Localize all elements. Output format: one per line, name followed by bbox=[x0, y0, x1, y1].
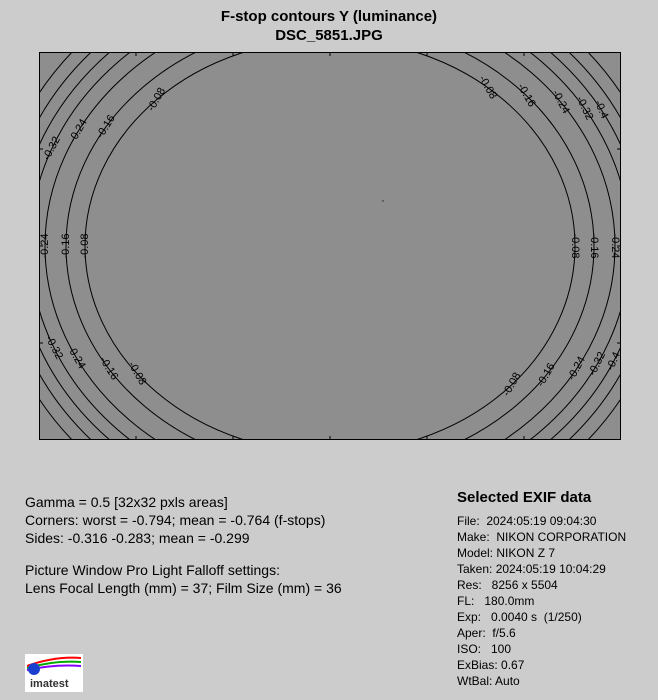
exif-exp: Exp: 0.0040 s (1/250) bbox=[457, 610, 582, 624]
exif-res: Res: 8256 x 5504 bbox=[457, 578, 558, 592]
exif-fl: FL: 180.0mm bbox=[457, 594, 535, 608]
contour-label: -0.24 bbox=[565, 354, 588, 383]
info-lens: Lens Focal Length (mm) = 37; Film Size (mm) = 36 bbox=[25, 580, 342, 596]
info-gamma: Gamma = 0.5 [32x32 pxls areas] bbox=[25, 494, 228, 510]
contour-label: -0.24 bbox=[64, 343, 88, 372]
contour-label: -0.4 bbox=[604, 350, 623, 373]
contour-label: -0.16 bbox=[534, 361, 558, 389]
contour-label: -0.16 bbox=[96, 354, 121, 383]
contour-label: -0.32 bbox=[573, 94, 596, 123]
contour-label: -0.32 bbox=[586, 350, 609, 378]
chart-subtitle: DSC_5851.JPG bbox=[275, 27, 383, 44]
contour-label: -0.16 bbox=[588, 233, 601, 259]
contour-label: -0.32 bbox=[40, 134, 63, 163]
contour-label: -0.08 bbox=[569, 233, 582, 259]
exif-file: File: 2024:05:19 09:04:30 bbox=[457, 514, 597, 528]
contour-label: -0.08 bbox=[145, 85, 169, 114]
exif-make: Make: NIKON CORPORATION bbox=[457, 530, 627, 544]
contour-label: -0.08 bbox=[476, 73, 500, 102]
info-corners: Corners: worst = -0.794; mean = -0.764 (f-stops) bbox=[25, 512, 326, 528]
exif-wtbal: WtBal: Auto bbox=[457, 674, 520, 688]
contour-label: -0.16 bbox=[59, 233, 72, 259]
exif-title: Selected EXIF data bbox=[457, 489, 592, 506]
chart-title: F-stop contours Y (luminance) bbox=[220, 8, 438, 25]
contour-label: -0.08 bbox=[78, 233, 91, 259]
contour-label: -0.4 bbox=[591, 98, 611, 121]
center-marker: · bbox=[381, 195, 385, 207]
info-pwp-settings: Picture Window Pro Light Falloff settings: bbox=[25, 562, 280, 578]
contour-label: -0.08 bbox=[500, 370, 524, 399]
contour-label: -0.24 bbox=[549, 88, 572, 116]
logo-text: imatest bbox=[30, 678, 69, 690]
contour-label: -0.08 bbox=[125, 359, 149, 388]
contour-label: -0.32 bbox=[42, 333, 66, 362]
exif-taken: Taken: 2024:05:19 10:04:29 bbox=[457, 562, 606, 576]
exif-model: Model: NIKON Z 7 bbox=[457, 546, 556, 560]
exif-iso: ISO: 100 bbox=[457, 642, 512, 656]
contour-plot bbox=[39, 52, 621, 440]
exif-exbias: ExBias: 0.67 bbox=[457, 658, 525, 672]
contour-label: -0.16 bbox=[94, 112, 118, 141]
contour-label: -0.24 bbox=[609, 233, 622, 259]
contour-label: -0.24 bbox=[66, 117, 90, 145]
contour-label: -0.24 bbox=[38, 233, 51, 259]
plot-area bbox=[39, 52, 621, 440]
info-sides: Sides: -0.316 -0.283; mean = -0.299 bbox=[25, 530, 250, 546]
contour-label: -0.16 bbox=[514, 81, 538, 110]
exif-aper: Aper: f/5.6 bbox=[457, 626, 516, 640]
